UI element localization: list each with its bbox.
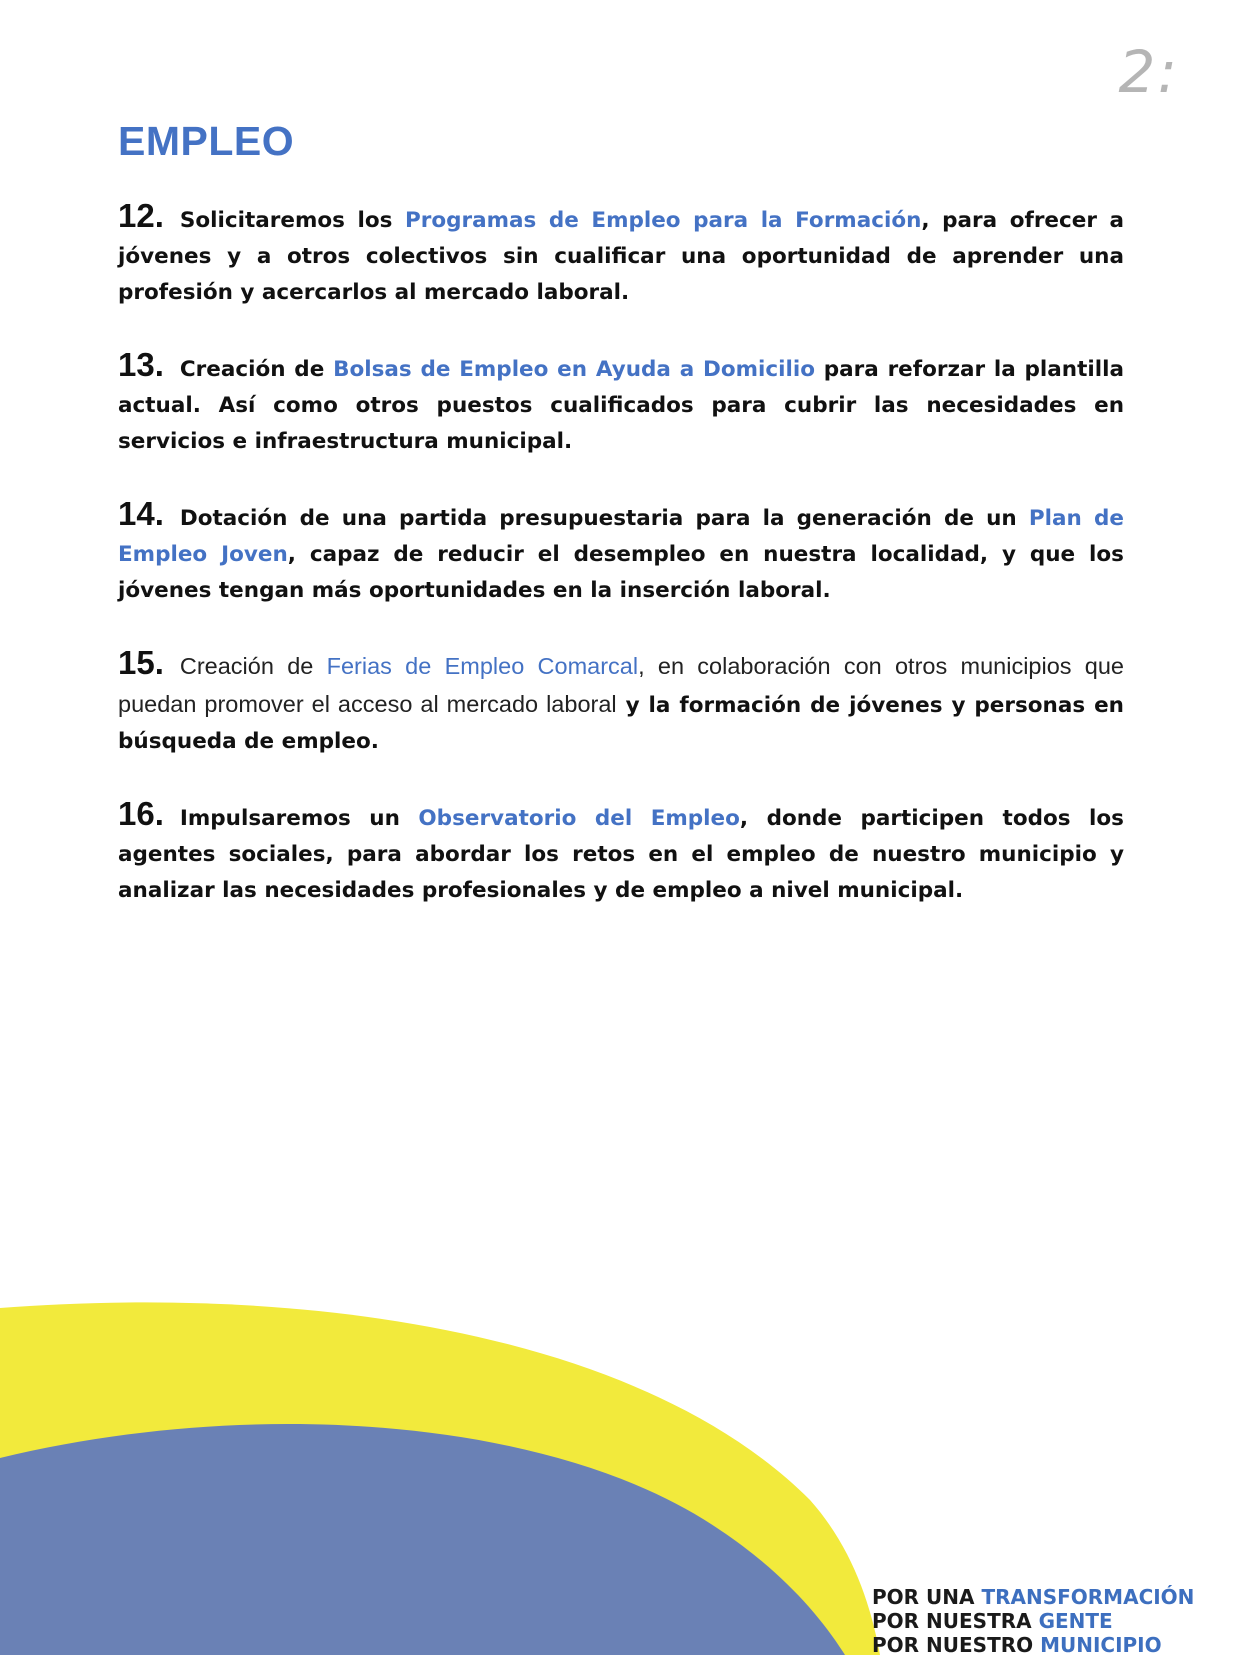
highlighted-term: Bolsas de Empleo en Ayuda a Domicilio: [333, 357, 816, 382]
highlighted-term: Observatorio del Empleo: [418, 806, 740, 831]
slogan-line: [872, 1585, 1194, 1609]
slogan-accent: MUNICIPIO: [1040, 1633, 1162, 1657]
proposal-text: , donde participen todos los agentes sociales, para abordar los retos en el empleo de nuestro municipio y analizar las necesidades profesionales y de empleo a nivel municipal.: [118, 806, 1124, 903]
highlighted-term: Plan de Empleo Joven: [118, 506, 1124, 567]
proposal-text: Creación de: [179, 653, 327, 679]
section-title: EMPLEO: [118, 118, 295, 164]
proposal-text: Impulsaremos un: [179, 806, 419, 831]
slogan-prefix: POR NUESTRO: [872, 1633, 1041, 1657]
slogan-prefix: POR UNA: [872, 1585, 982, 1609]
proposal-text: para reforzar la plantilla actual. Así como otros puestos cualificados para cubrir las necesidades en servicios e infraestructura municipal.: [118, 357, 1125, 454]
slogan: [872, 1585, 1194, 1657]
slogan-accent: TRANSFORMACIÓN: [981, 1585, 1195, 1609]
proposal-text: , en colaboración con otros municipios que puedan promover el acceso al mercado laboral: [118, 653, 1124, 717]
proposal-number: 13.: [118, 346, 164, 383]
proposal-number: 12.: [118, 197, 164, 234]
slogan-prefix: POR NUESTRA: [872, 1609, 1039, 1633]
slogan-accent: GENTE: [1038, 1609, 1113, 1633]
proposal-text: , para ofrecer a jóvenes y a otros colectivos sin cualificar una oportunidad de aprender una profesión y acercarlos al mercado laboral.: [118, 208, 1124, 305]
proposal-text: Dotación de una partida presupuestaria para la generación de un: [179, 506, 1029, 531]
proposal-number: 15.: [118, 644, 164, 681]
proposal-text: y la formación de jóvenes y personas en búsqueda de empleo.: [118, 693, 1124, 754]
proposal-text: Creación de: [179, 357, 334, 382]
page-number: 2:: [1118, 38, 1179, 106]
proposal-number: 14.: [118, 495, 164, 532]
proposal-number: 16.: [118, 795, 164, 832]
highlighted-term: Programas de Empleo para la Formación: [404, 208, 922, 233]
highlighted-term: Ferias de Empleo Comarcal: [326, 653, 639, 679]
proposal-text: Solicitaremos los: [179, 208, 405, 233]
slogan-line: [872, 1609, 1194, 1633]
slogan-line: [872, 1633, 1194, 1657]
proposal-text: , capaz de reducir el desempleo en nuestra localidad, y que los jóvenes tengan más oportunidades en la inserción laboral.: [118, 542, 1124, 603]
